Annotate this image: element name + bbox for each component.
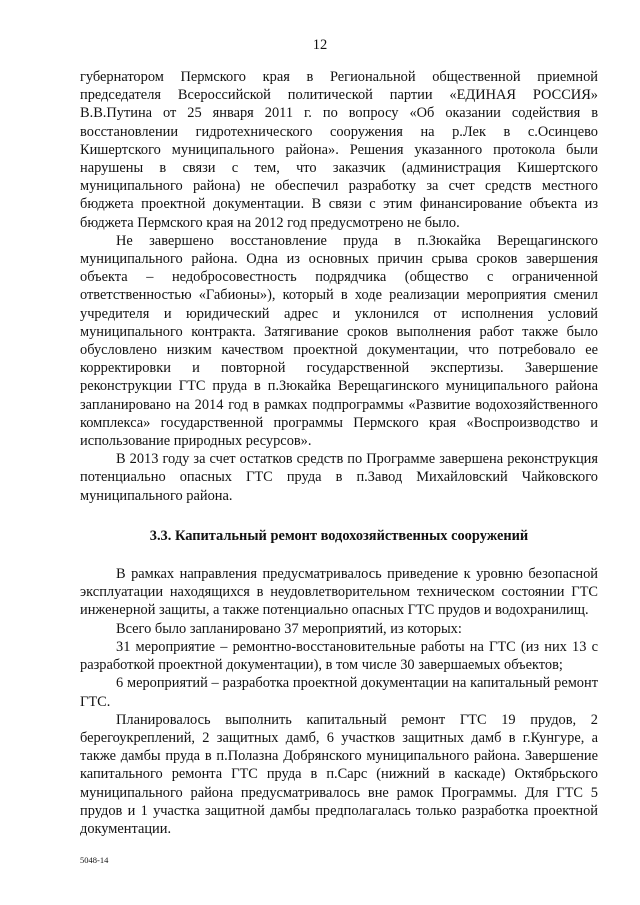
section-heading: 3.3. Капитальный ремонт водохозяйственных сооружений — [149, 527, 529, 544]
paragraph-planned-repairs: Планировалось выполнить капитальный ремонт ГТС 19 прудов, 2 берегоукреплений, 2 защитных дамб, 6 участков защитных дамб в г.Кунгуре, а также дамбы пруда в п.Полазна Добрянского муниципального района. Завершение капитального ремонта ГТС пруда в п.Сарс (нижний в каскаде) Октябрьского муниципального района предусматривалось вне рамок Программы. Для ГТС 5 прудов и 1 участка защитной дамбы предполагалась только разработка проектной документации. — [80, 711, 598, 837]
paragraph-design-docs: 6 мероприятий – разработка проектной документации на капитальный ремонт ГТС. — [80, 675, 598, 710]
paragraph-zyukaika-pond: Не завершено восстановление пруда в п.Зюкайка Верещагинского муниципального района. Одна из основных причин срыва сроков завершения объекта – недобросовестность подрядчика (общество с ограниченной ответственностью «Габионы»), который в ходе реализации мероприятия сменил учредителя и юридический адрес и уклонился от исполнения условий муниципального контракта. Затягивание сроков выполнения работ также было обусловлено низким качеством проектной документации, что потребовало ее корректировки и повторной государственной экспертизы. Завершение реконструкции ГТС пруда в п.Зюкайка Верещагинского муниципального района запланировано на 2014 год в рамках подпрограммы «Развитие водохозяйственного комплекса» государственной программы Пермского края «Воспроизводство и использование природных ресурсов». — [80, 232, 598, 450]
paragraph-zavod-mikhailovsky: В 2013 году за счет остатков средств по Программе завершена реконструкция потенциально опасных ГТС пруда в п.Завод Михайловский Чайковского муниципального района. — [80, 451, 598, 504]
page-number: 12 — [312, 37, 328, 53]
document-body — [80, 68, 598, 838]
paragraph-section-intro: В рамках направления предусматривалось приведение к уровню безопасной эксплуатации находящихся в неудовлетворительном техническом состоянии ГТС инженерной защиты, а также потенциально опасных ГТС прудов и водохранилищ. — [80, 566, 598, 619]
footer-document-code: 5048-14 — [80, 855, 109, 865]
paragraph-continuation: губернатором Пермского края в Региональной общественной приемной председателя Всероссийской политической партии «ЕДИНАЯ РОССИЯ» В.В.Путина от 25 января 2011 г. по вопросу «Об оказании содействия в восстановлении гидротехнического сооружения на р.Лек в с.Осинцево Кишертского муниципального района». Решения указанного протокола были нарушены в связи с тем, что заказчик (администрация Кишертского муниципального района) не обеспечил разработку за счет средств местного бюджета проектной документации. В связи с этим финансирование объекта из бюджета Пермского края на 2012 год предусмотрено не было. — [80, 69, 598, 231]
paragraph-planned-total: Всего было запланировано 37 мероприятий, из которых: — [116, 620, 462, 637]
paragraph-repair-works: 31 мероприятие – ремонтно-восстановительные работы на ГТС (из них 13 с разработкой проектной документации), в том числе 30 завершаемых объектов; — [80, 638, 598, 674]
